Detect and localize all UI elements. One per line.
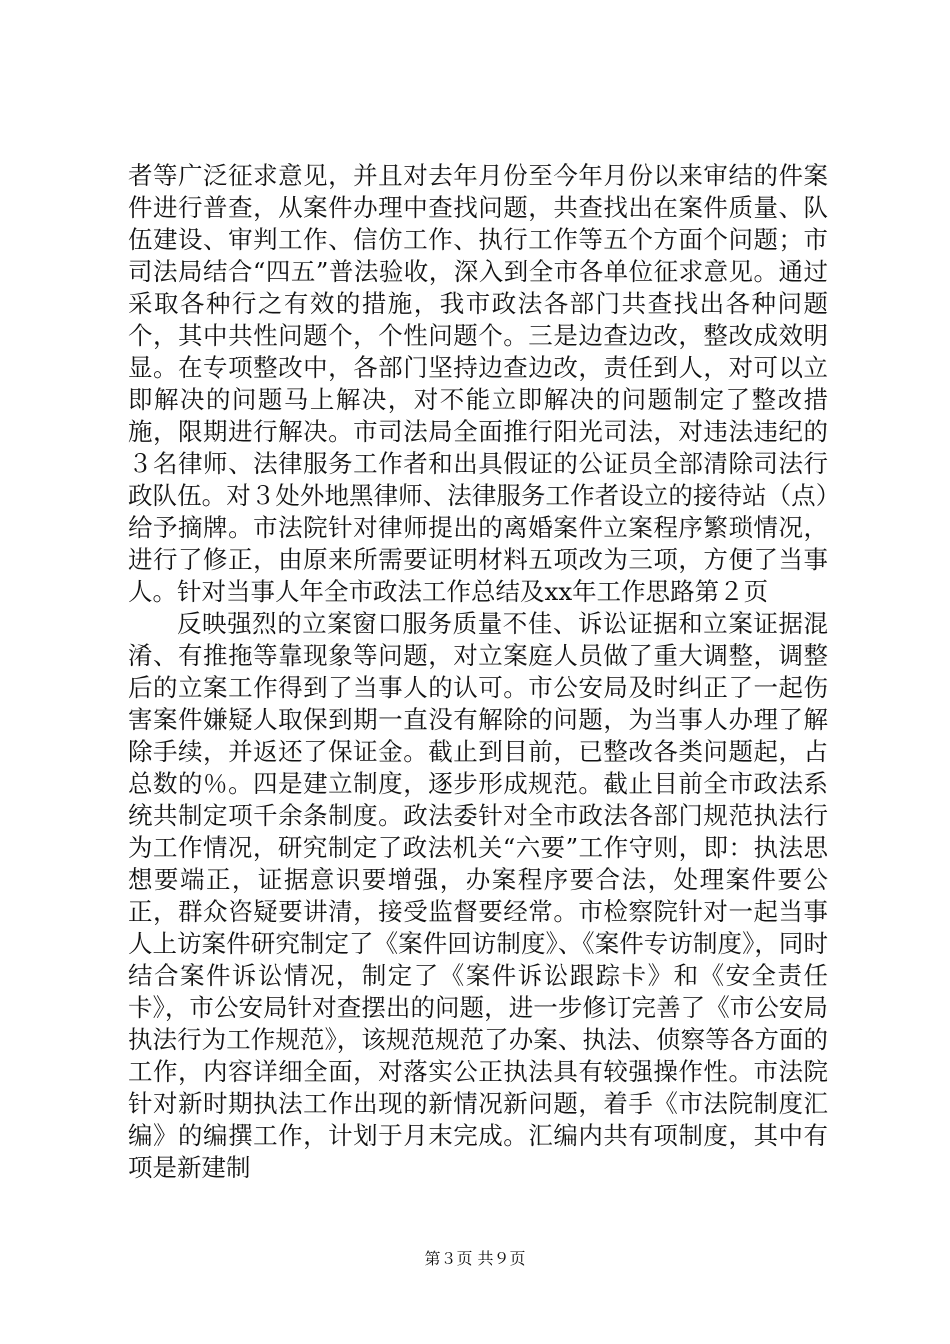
page-footer: 第３页 共９页 bbox=[424, 1249, 526, 1268]
document-body bbox=[128, 160, 828, 1184]
paragraph-continuation: 者等广泛征求意见，并且对去年月份至今年月份以来审结的件案件进行普查，从案件办理中查找问题，共查找出在案件质量、队伍建设、审判工作、信仿工作、执行工作等五个方面个问题；市司法局结合“四五”普法验收，深入到全市各单位征求意见。通过采取各种行之有效的措施，我市政法各部门共查找出各种问题个，其中共性问题个，个性问题个。三是边查边改，整改成效明显。在专项整改中，各部门坚持边查边改，责任到人，对可以立即解决的问题马上解决，对不能立即解决的问题制定了整改措施，限期进行解决。市司法局全面推行阳光司法，对违法违纪的３名律师、法律服务工作者和出具假证的公证员全部清除司法行政队伍。对３处外地黑律师、法律服务工作者设立的接待站（点）给予摘牌。市法院针对律师提出的离婚案件立案程序繁琐情况，进行了修正，由原来所需要证明材料五项改为三项，方便了当事人。针对当事人年全市政法工作总结及xx年工作思路第２页 bbox=[128, 161, 828, 606]
paragraph-main: 反映强烈的立案窗口服务质量不佳、诉讼证据和立案证据混淆、有推拖等靠现象等问题，对立案庭人员做了重大调整，调整后的立案工作得到了当事人的认可。市公安局及时纠正了一起伤害案件嫌疑人取保到期一直没有解除的问题，为当事人办理了解除手续，并返还了保证金。截止到目前，已整改各类问题起，占总数的％。四是建立制度，逐步形成规范。截止目前全市政法系统共制定项千余条制度。政法委针对全市政法各部门规范执法行为工作情况，研究制定了政法机关“六要”工作守则，即：执法思想要端正，证据意识要增强，办案程序要合法，处理案件要公正，群众咨疑要讲清，接受监督要经常。市检察院针对一起当事人上访案件研究制定了《案件回访制度》、《案件专访制度》，同时结合案件诉讼情况，制定了《案件诉讼跟踪卡》和《安全责任卡》，市公安局针对查摆出的问题，进一步修订完善了《市公安局执法行为工作规范》，该规范规范了办案、执法、侦察等各方面的工作，内容详细全面，对落实公正执法具有较强操作性。市法院针对新时期执法工作出现的新情况新问题，着手《市法院制度汇编》的编撰工作，计划于月末完成。汇编内共有项制度，其中有项是新建制 bbox=[128, 609, 828, 1182]
